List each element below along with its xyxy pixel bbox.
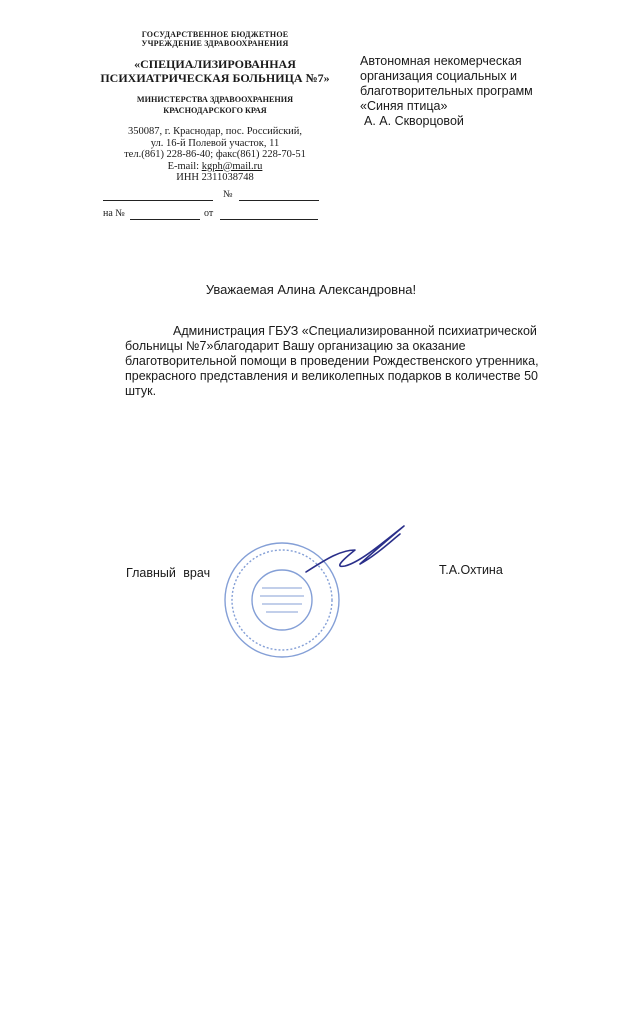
signer-name: Т.А.Охтина bbox=[439, 563, 503, 577]
number-blank-line bbox=[239, 190, 319, 201]
ministry-line-1: МИНИСТЕРСТВА ЗДРАВООХРАНЕНИЯ bbox=[136, 95, 294, 104]
inn-line: ИНН 2311038748 bbox=[176, 172, 254, 183]
ot-blank-line bbox=[220, 209, 318, 220]
ot-label: от bbox=[204, 208, 214, 219]
recipient-line-3: благотворительных программ bbox=[360, 84, 533, 98]
email-link[interactable]: kgph@mail.ru bbox=[201, 160, 263, 172]
letter-body-text: Администрация ГБУЗ «Специализированной психиатрической больницы №7»благодарит Вашу организацию за оказание благотворительной помощи в проведении Рождественского утренника, прекрасного представления и великолепных подарков в количестве 50 штук. bbox=[125, 324, 539, 398]
address-line-2: ул. 16-й Полевой участок, 11 bbox=[150, 137, 280, 149]
recipient-block bbox=[360, 54, 580, 129]
salutation: Уважаемая Алина Александровна! bbox=[205, 282, 417, 297]
email-label: E-mail: bbox=[167, 160, 202, 172]
na-number-blank-line bbox=[130, 209, 200, 220]
recipient-line-1: Автономная некомерческая bbox=[360, 54, 522, 68]
org-type-line-2: УЧРЕЖДЕНИЕ ЗДРАВООХРАНЕНИЯ bbox=[141, 39, 289, 48]
email-line bbox=[90, 161, 340, 173]
number-label: № bbox=[223, 189, 233, 200]
letter-body bbox=[125, 324, 545, 399]
address-line-1: 350087, г. Краснодар, пос. Российский, bbox=[127, 126, 303, 137]
hospital-name-line-2: ПСИХИАТРИЧЕСКАЯ БОЛЬНИЦА №7» bbox=[100, 71, 330, 85]
org-type-line-1: ГОСУДАРСТВЕННОЕ БЮДЖЕТНОЕ bbox=[141, 30, 289, 39]
signer-position: Главный врач bbox=[126, 566, 211, 580]
letterhead bbox=[90, 30, 340, 184]
recipient-line-2: организация социальных и bbox=[360, 69, 517, 83]
outgoing-number-row bbox=[103, 190, 318, 207]
reference-lines bbox=[103, 190, 318, 224]
handwritten-signature-icon bbox=[300, 520, 410, 580]
hospital-name-line-1: «СПЕЦИАЛИЗИРОВАННАЯ bbox=[134, 57, 296, 71]
phone-line: тел.(861) 228-86-40; факс(861) 228-70-51 bbox=[124, 149, 306, 160]
date-blank-line bbox=[103, 190, 213, 201]
ministry-line-2: КРАСНОДАРСКОГО КРАЯ bbox=[163, 106, 267, 115]
incoming-number-row bbox=[103, 207, 318, 224]
recipient-line-4: «Синяя птица» bbox=[360, 99, 448, 113]
recipient-line-5: А. А. Скворцовой bbox=[364, 114, 464, 128]
na-number-label: на № bbox=[103, 208, 125, 219]
